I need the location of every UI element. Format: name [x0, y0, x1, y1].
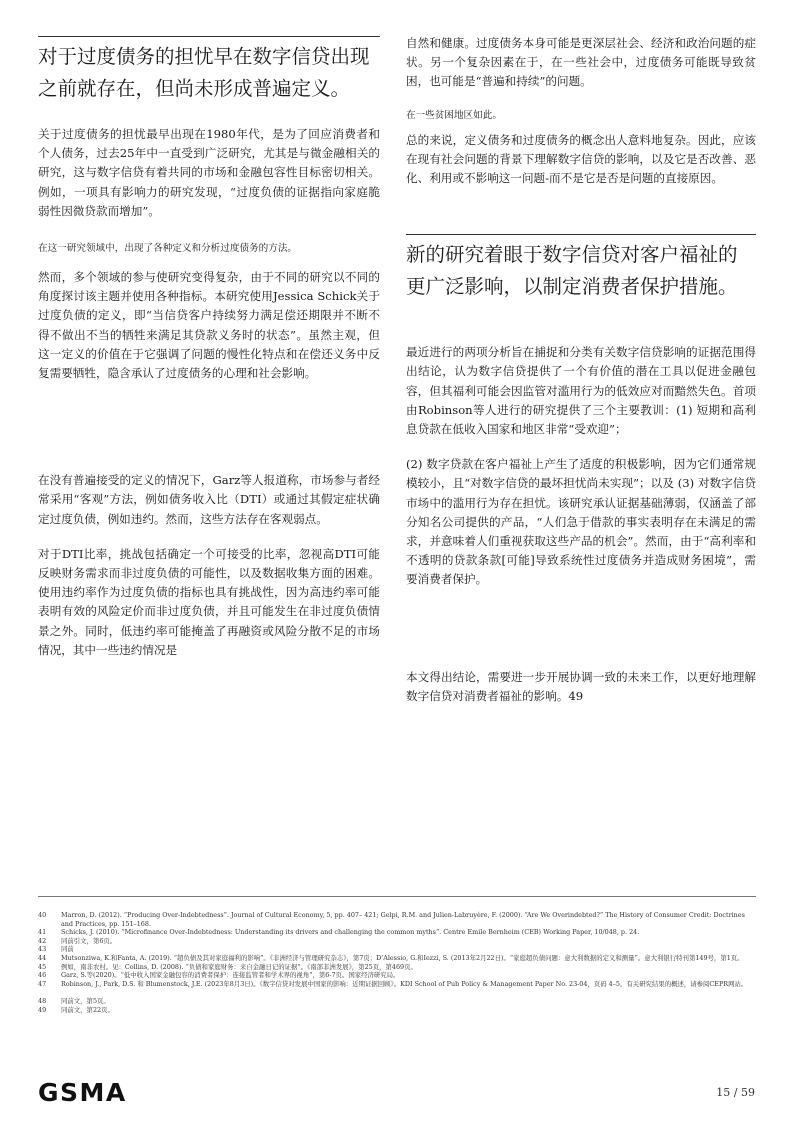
- footnote: [38, 911, 756, 928]
- footnote: [38, 928, 756, 937]
- footnote: [38, 1006, 756, 1015]
- paragraph: 在这一研究领域中，出现了各种定义和分析过度债务的方法。: [38, 243, 298, 255]
- footnote-number: 41: [38, 928, 47, 937]
- paragraph: 关于过度债务的担忧最早出现在1980年代，是为了回应消费者和个人债务，过去25年中一直受到广泛研究，尤其是与微金融相关的研究，这与数字信贷有着共同的市场和金融包容性目标密切相关。例如，一项具有影响力的研究发现，“过度负债的证据指向家庭脆弱性因微贷款而增加”。: [38, 127, 380, 218]
- page-number: 15 / 59: [716, 1086, 755, 1099]
- footnote: [38, 997, 756, 1006]
- footnotes: [38, 896, 756, 1015]
- footnote-text: 同前: [61, 945, 74, 954]
- footnote-number: 45: [38, 962, 47, 971]
- footnote: [38, 937, 756, 946]
- footnote-number: 49: [38, 1005, 47, 1014]
- footnote-number: 40: [38, 911, 47, 919]
- footnote: [38, 980, 756, 989]
- section-heading: 新的研究着眼于数字信贷对客户福祉的更广泛影响，以制定消费者保护措施。: [406, 243, 738, 299]
- left-column: [38, 36, 380, 660]
- footnote: [38, 963, 756, 972]
- right-column: [406, 36, 756, 706]
- paragraph: 在一些贫困地区如此。: [406, 109, 502, 121]
- footnote-text: Marron, D. (2012). “Producing Over-Indebtedness”. Journal of Cultural Economy, 5, pp. 407– 421; Gelpi, R.M. and Julien-Labruyère, F. (2000). “Are We Overindebted?” The History of Consumer Credit: Doctrines and Practices, pp. 151–168.: [61, 911, 745, 928]
- paragraph: 然而，多个领域的参与使研究变得复杂，由于不同的研究以不同的角度探讨该主题并使用各种指标。本研究使用Jessica Schick关于过度负债的定义，即“当信贷客户持续努力满足偿还期限并不断不得不做出不当的牺牲来满足其贷款义务时的状态”。虽然主观，但这一定义的价值在于它强调了问题的慢性化特点和在偿还义务中反复需要牺牲，隐含承认了过度债务的心理和社会影响。: [38, 270, 380, 381]
- paragraph: (2) 数字贷款在客户福祉上产生了适度的积极影响，因为它们通常规模较小，且“对数字信贷的最坏担忧尚未实现”；以及 (3) 对数字信贷市场中的滥用行为存在担忧。该研究承认证据基础薄弱，仅涵盖了部分知名公司提供的产品，“人们急于借款的事实表明存在未满足的需求，并意味着人们重视获取这些产品的机会”。然而，由于“高利率和不透明的贷款条款[可能]导致系统性过度债务并造成财务困境”，需要消费者保护。: [406, 457, 756, 587]
- paragraph: 最近进行的两项分析旨在捕捉和分类有关数字信贷影响的证据范围得出结论，认为数字信贷提供了一个有价值的潜在工具以促进金融包容，但其福利可能会因监管对滥用行为的低效应对而黯然失色。首项由Robinson等人进行的研究提供了三个主要教训：(1) 短期和高利息贷款在低收入国家和地区非常“受欢迎”；: [406, 345, 756, 437]
- footnote-number: 46: [38, 971, 47, 980]
- footnote-number: 47: [38, 979, 47, 988]
- footnote-number: 42: [38, 936, 47, 945]
- footnote-number: 43: [38, 945, 47, 954]
- footnote-list: [38, 897, 756, 1015]
- footnote-text: 同前引文，第6页。: [61, 936, 117, 945]
- paragraph: 对于DTI比率，挑战包括确定一个可接受的比率，忽视高DTI可能反映财务需求而非过度负债的可能性，以及数据收集方面的困难。使用违约率作为过度负债的指标也具有挑战性，因为高违约率可能表明有效的风险定价而非过度负债，并且可能发生在非过度负债情景之外。同时，低违约率可能掩盖了再融资或风险分散不足的市场情况，其中一些违约情况是: [38, 546, 380, 657]
- footnote: [38, 954, 756, 963]
- paragraph: 自然和健康。过度债务本身可能是更深层社会、经济和政治问题的症状。另一个复杂因素在于，在一些社会中，过度债务可能既导致贫困，也可能是“普遍和持续”的问题。: [406, 36, 756, 89]
- footnote-text: 例如，南非农村。见：Collins, D. (2008). “负债和家庭财务：来自金融日记的证据”。《南部非洲发展》，第25页，第469页。: [61, 962, 417, 971]
- gsma-logo: GSMA: [38, 1078, 127, 1107]
- footnote-number: 44: [38, 953, 47, 962]
- footnote-text: Schicks, J. (2010). “Microfinance Over-Indebtedness: Understanding its drivers and challenging the common myths”. Centre Emile Bernheim (CEB) Working Paper, 10/048, p. 24.: [61, 928, 640, 937]
- section-rule: [38, 36, 380, 37]
- footnote-text: Garz, S.等(2020)。“低中收入国家金融包容的消费者保护：连接监管者和学术界的视角”，第6-7页。国家经济研究局。: [61, 971, 400, 980]
- paragraph: 在没有普遍接受的定义的情况下，Garz等人报道称，市场参与者经常采用“客观”方法，例如债务收入比（DTI）或通过其假定症状确定过度负债，例如违约。然而，这些方法存在客观弱点。: [38, 473, 380, 526]
- footnote-text: Mutsonziwa, K.和Fanta, A. (2019). “超负债及其对家庭福利的影响”。《非洲经济与管理研究杂志》，第7页；D’Alessio, G.和Iezzi, S. (2013年2月22日)。“家庭超负债问题：意大利数据的定义和测量”。意大利银行特刊第149号，第1页。: [61, 953, 744, 962]
- section-heading: 对于过度债务的担忧早在数字信贷出现之前就存在，但尚未形成普遍定义。: [38, 45, 370, 100]
- footnote: [38, 971, 756, 980]
- paragraph: 总的来说，定义债务和过度债务的概念出人意料地复杂。因此，应该在现有社会问题的背景下理解数字信贷的影响，以及它是否改善、恶化、利用或不影响这一问题-而不是它是否是问题的直接原因。: [406, 132, 756, 186]
- footnote-text: Robinson, J., Park, D.S. 和 Blumenstock, J.E. (2023年8月3日)。《数字信贷对发展中国家的影响：近期证据回顾》。KDI School of Pub Policy & Management Paper No. 23-04，页码 4–5。有关研究结果的概述，请参阅CEPR网站。: [61, 979, 748, 988]
- footnote-text: 同前文，第5页。: [61, 997, 110, 1006]
- footnote-number: 48: [38, 997, 47, 1006]
- footnote-text: 同前文，第22页。: [61, 1005, 114, 1014]
- footnote: [38, 945, 756, 954]
- section-rule: [406, 234, 756, 235]
- paragraph: 本文得出结论，需要进一步开展协调一致的未来工作，以更好地理解数字信贷对消费者福祉的影响。49: [406, 669, 756, 703]
